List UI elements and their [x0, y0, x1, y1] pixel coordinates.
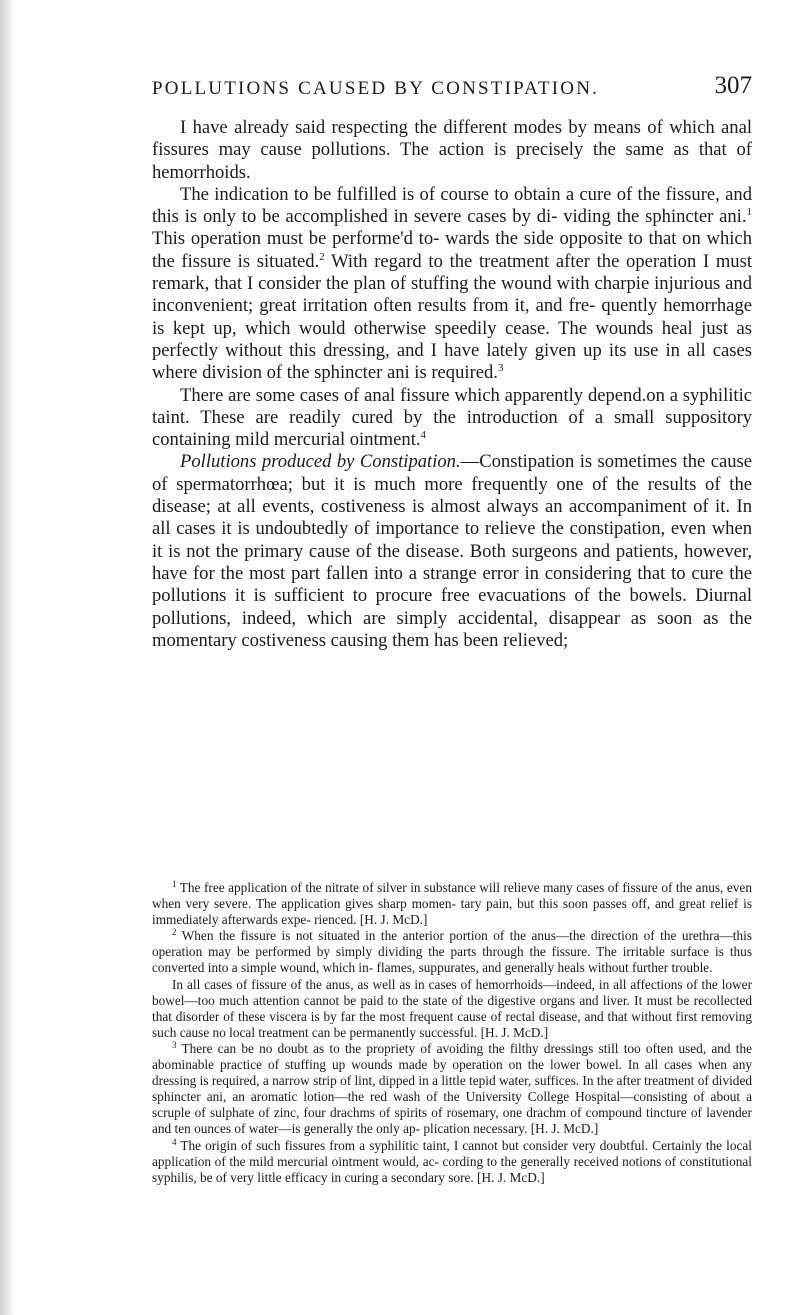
paragraph-text: With regard to the treatment after the operation I must remark, that I consider the plan of stuffing the wound with charpie injurious and inconvenient; great irritation often results from it, and fre- quently hemorrhage is kept up, which would otherwise speedily cease. The wounds heal just as perfectly without this dressing, and I have lately given up its use in all cases where division of the sphincter ani is required.	[152, 250, 752, 384]
footnote-text: The origin of such fissures from a syphilitic taint, I cannot but consider very doubtful. Certainly the local application of the mild mercurial ointment would, ac- cording to the generally received notions of constitutional syphilis, be of very little efficacy in curing a secondary sore. [H. J. McD.]	[152, 1137, 752, 1185]
page-header	[152, 68, 752, 108]
footnote-text: When the fissure is not situated in the anterior portion of the anus—the direction of the urethra—this operation may be performed by simply dividing the parts through the fissure. The irritable surface is thus converted into a simple wound, which in- flames, suppurates, and generally heals without further trouble.	[152, 928, 752, 976]
footnote-4	[152, 1138, 752, 1186]
paragraph-text: This operation must be performe'd to- wards the side opposite to that on which the fissure is situated.	[152, 228, 752, 272]
page-spine-shadow	[0, 0, 14, 1315]
section-title: Pollutions produced by Constipation.	[180, 451, 461, 473]
footnote-ref-1[interactable]: 1	[746, 206, 752, 219]
footnote-mark: 4	[172, 1136, 177, 1147]
footnote-mark: 1	[172, 879, 177, 889]
footnote-ref-3[interactable]: 3	[497, 362, 504, 375]
footnote-ref-4[interactable]: 4	[420, 429, 427, 442]
paragraph-indication	[152, 184, 752, 385]
paragraph-text: —Constipation is sometimes the cause of spermatorrhœa; but it is much more frequently one of the results of the disease; at all events, costiveness is almost always an accompaniment of it. In all cases it is undoubtedly of importance to relieve the constipation, even when it is not the primary cause of the disease. Both surgeons and patients, however, have for the most part fallen into a strange error in considering that to cure the pollutions it is sufficient to procure free evacuations of the bowels. Diurnal pollutions, indeed, which are simply accidental, disappear as soon as the momentary costiveness causing them has been relieved;	[152, 451, 752, 651]
running-title: POLLUTIONS CAUSED BY CONSTIPATION.	[152, 78, 600, 99]
footnote-2	[152, 928, 752, 976]
footnotes	[152, 880, 752, 1186]
paragraph-text: I have already said respecting the different modes by means of which anal fissures may cause pollutions. The action is precisely the same as that of hemorrhoids.	[152, 117, 752, 183]
footnote-mark: 2	[172, 927, 177, 938]
page-number: 307	[714, 72, 752, 99]
main-text	[152, 117, 752, 652]
footnote-text: In all cases of fissure of the anus, as well as in cases of hemorrhoids—indeed, in all affections of the lower bowel—too much attention cannot be paid to the state of the digestive organs and liver. It must be recollected that disorder of these viscera is by far the most frequent cause of rectal disease, and that without first removing such cause no local treatment can be permanently successful. [H. J. McD.]	[152, 976, 752, 1040]
footnote-mark: 3	[172, 1039, 177, 1050]
footnote-1	[152, 880, 752, 928]
paragraph-text: The indication to be fulfilled is of course to obtain a cure of the fissure, and this is only to be accomplished in severe cases by di- viding the sphincter ani.	[152, 183, 752, 228]
footnote-text: There can be no doubt as to the propriety of avoiding the filthy dressings still too often used, and the abominable practice of stuffing up wounds made by operation on the lower bowel. In all cases when any dressing is required, a narrow strip of lint, dipped in a little tepid water, suffices. In the after treatment of divided sphincter ani, an aromatic lotion—the red wash of the University College Hospital—consisting of about a scruple of sulphate of zinc, four drachms of spirits of rosemary, one drachm of compound tincture of lavender and ten ounces of water—is generally the only ap- plication necessary. [H. J. McD.]	[152, 1040, 752, 1137]
paragraph-syphilitic-taint	[152, 385, 752, 452]
footnote-3	[152, 1041, 752, 1138]
paragraph-text: There are some cases of anal fissure which apparently depend.on a syphilitic taint. These are readily cured by the introduction of a small suppository containing mild mercurial ointment.	[152, 384, 752, 451]
paragraph-constipation	[152, 451, 752, 652]
footnote-2-continued	[152, 977, 752, 1041]
footnote-ref-2[interactable]: 2	[319, 250, 325, 263]
footnote-text: The free application of the nitrate of silver in substance will relieve many cases of fissure of the anus, even when very severe. The application gives sharp momen- tary pain, but this soon passes off, and great relief is immediately afterwards expe- rienced. [H. J. McD.]	[152, 880, 752, 928]
paragraph-anal-fissures	[152, 117, 752, 184]
